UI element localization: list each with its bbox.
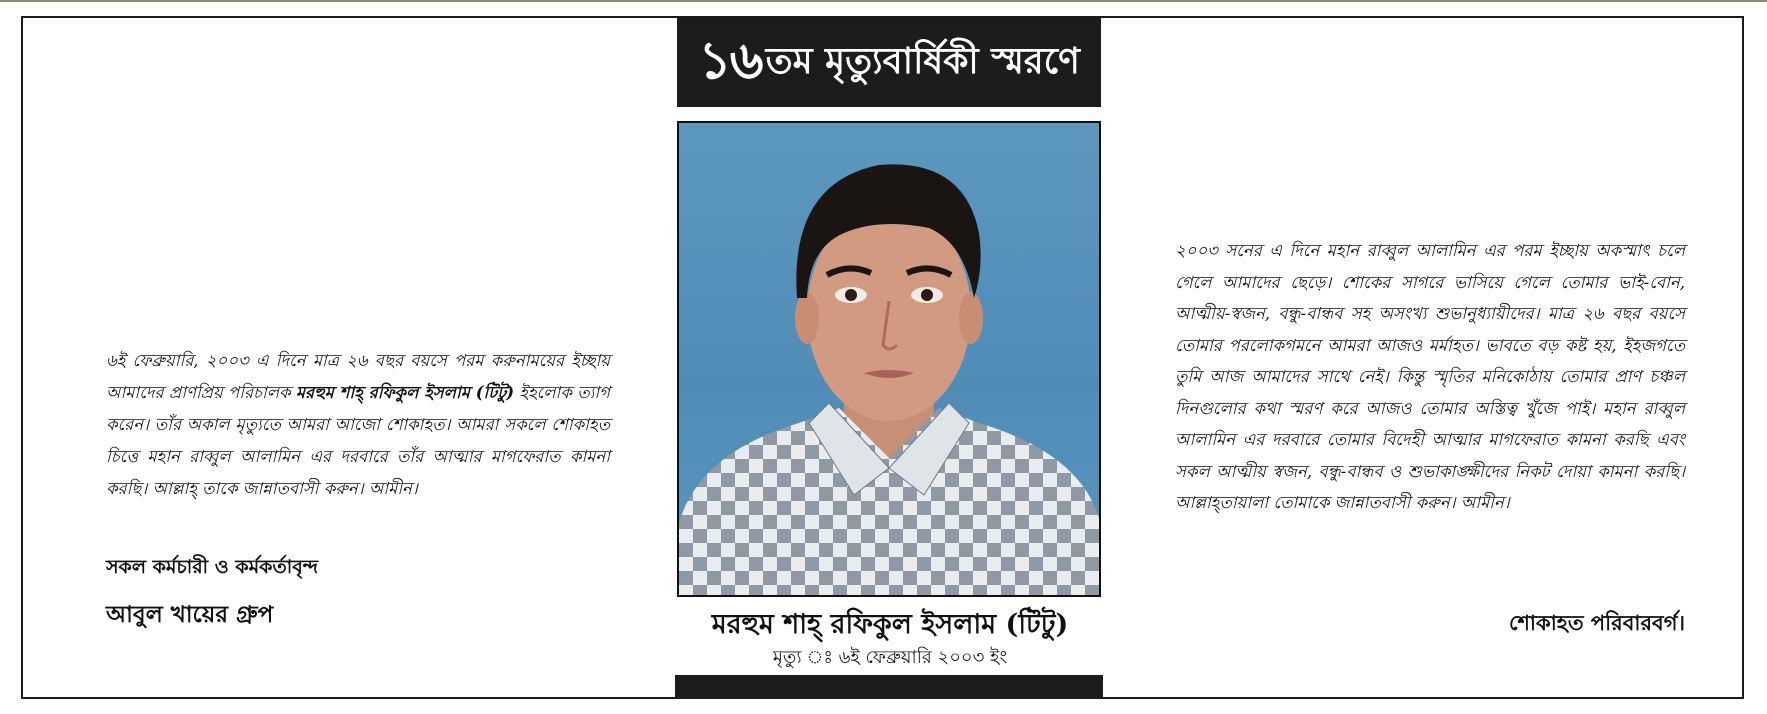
staff-signature: সকল কর্মচারী ও কর্মকর্তাবৃন্দ [106,556,319,578]
bottom-bar [675,675,1103,699]
left-para-text-2: ইহলোক ত্যাগ করেন। তাঁর অকাল মৃত্যুতে আমরা আজো শোকাহত। আমরা সকলে শোকাহত চিত্তে মহান রাব্বুল আলামিন এর দরবারে তাঁর আত্মার মাগফেরাত কামনা করছি। আল্লাহ্ তাকে জান্নাতবাসী করুন। আমীন। [106,383,610,498]
death-date: মৃত্যু ঃ ৬ই ফেব্রুয়ারি ২০০৩ ইং [772,647,1008,668]
title-banner [677,18,1101,107]
family-signature: শোকাহত পরিবারবর্গ। [1508,611,1685,635]
left-para-text-1: ৬ই ফেব্রুয়ারি, ২০০৩ এ দিনে মাত্র ২৬ বছর বয়সে পরম করুনাময়ের ইচ্ছায় আমাদের প্রাণপ্রিয় পরিচালক [106,351,610,402]
top-rule [0,0,1767,2]
title-text: তম মৃত্যুবার্ষিকী স্মরণে [765,39,1080,82]
right-tribute-paragraph: ২০০৩ সনের এ দিনে মহান রাব্বুল আলামিন এর পরম ইচ্ছায় অকস্মাৎ চলে গেলে আমাদের ছেড়ে। শোকের সাগরে ভাসিয়ে গেলে তোমার ভাই-বোন, আত্মীয়-স্বজন, বন্ধু-বান্ধব সহ অসংখ্য শুভানুধ্যায়ীদের। মাত্র ২৬ বছর বয়সে তোমার পরলোকগমনে আমরা আজও মর্মাহত। ভাবতে বড় কষ্ট হয়, ইহজগতে তুমি আজ আমাদের সাথে নেই। কিন্তু স্মৃতির মনিকোঠায় তোমার প্রাণ চঞ্চল দিনগুলোর কথা স্মরণ করে আজও তোমার অস্তিত্ব খুঁজে পাই। মহান রাব্বুল আলামিন এর দরবারে তোমার বিদেহী আত্মার মাগফেরাত কামনা করছি এবং সকল আত্মীয় স্বজন, বন্ধু-বান্ধব ও শুভাকাঙ্ক্ষীদের নিকট দোয়া কামনা করছি। আল্লাহ্তায়ালা তোমাকে জান্নাতবাসী করুন। আমীন। [1175,241,1685,512]
left-tribute-paragraph [106,345,610,505]
left-para-bold-name: মরহুম শাহ্ রফিকুল ইসলাম (টিটু) [295,383,515,402]
portrait-photo [677,121,1101,597]
company-signature: আবুল খায়ের গ্রুপ [106,602,274,628]
deceased-name: মরহুম শাহ্ রফিকুল ইসলাম (টিটু) [711,609,1069,640]
title-number: ১৬ [698,30,762,91]
